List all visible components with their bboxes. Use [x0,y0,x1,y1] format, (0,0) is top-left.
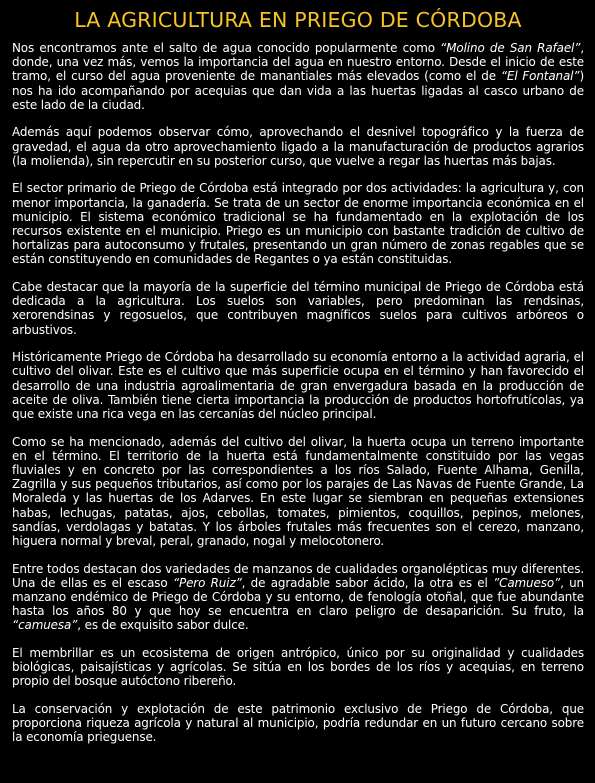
paragraph-text: , de agradable sabor ácido, la otra es el [241,575,494,590]
paragraph [12,646,584,689]
italic-text: “camuesa” [12,618,78,633]
paragraph-text: Entre todos destacan dos variedades de manzanos de cualidades organolépticas muy diferentes. Una de ellas es el escaso [12,561,584,590]
paragraph [12,435,584,549]
paragraph-text: ) nos ha ido acompañando por acequias que dan vida a las huertas ligadas al casco urbano de este lado de la ciudad. [12,69,584,112]
paragraph-text: Como se ha mencionado, además del cultivo del olivar, la huerta ocupa un terreno importante en el término. El territorio de la huerta está fundamentalmente constituido por las vegas fluviales y en concreto por las correspondientes a los ríos Salado, Fuente Alhama, Genilla, Zagrilla y sus pequeños tributarios, así como por los parajes de Las Navas de Fuente Grande, La Moraleda y las huertas de los Adarves. En este lugar se siembran en pequeñas extensiones habas, lechugas, patatas, ajos, cebollas, tomates, pimientos, coquillos, pepinos, melones, sandías, verdolagas y batatas. Y los árboles frutales más frecuentes son el cerezo, manzano, higuera normal y breval, peral, granado, nogal y melocotonero. [12,434,584,549]
paragraph-text: Históricamente Priego de Córdoba ha desarrollado su economía entorno a la actividad agraria, el cultivo del olivar. Este es el cultivo que más superficie ocupa en el término y han favorecido el desarrollo de una industria agroalimentaria de gran envergadura basada en la producción de aceite de oliva. También tiene cierta importancia la producción de productos hortofrutícolas, ya que existe una rica vega en las cercanías del núcleo principal. [12,350,584,422]
paragraph [12,41,584,112]
italic-text: “Molino de San Rafael” [440,41,581,55]
paragraph [12,702,584,745]
document-body [12,41,584,745]
paragraph [12,350,584,421]
paragraph-text: Además aquí podemos observar cómo, aprovechando el desnivel topográfico y la fuerza de gravedad, el agua da otro aprovechamiento ligado a la manufacturación de productos agrarios (la molienda), sin repercutir en su posterior curso, que vuelve a regar las huertas más bajas. [12,125,584,168]
page-title: LA AGRICULTURA EN PRIEGO DE CÓRDOBA [74,8,522,32]
italic-text: ”Camueso” [493,575,561,590]
paragraph [12,562,584,633]
paragraph-text: , un manzano endémico de Priego de Córdoba y su entorno, de fenología otoñal, que fue abundante hasta los años 80 y que hoy se encuentra en claro peligro de desaparición. Su fruto, la [12,575,584,619]
paragraph-text: El membrillar es un ecosistema de origen antrópico, único por su originalidad y cualidades biológicas, paisajísticas y agrícolas. Se sitúa en los bordes de los ríos y acequias, en terreno propio del bosque autóctono ribereño. [12,646,584,689]
paragraph-text: El sector primario de Priego de Córdoba está integrado por dos actividades: la agricultura y, con menor importancia, la ganadería. Se trata de un sector de enorme importancia económica en el municipio. El sistema económico tradicional se ha fundamentado en la explotación de los recursos existente en el municipio. Priego es un municipio con bastante tradición de cultivo de hortalizas para autoconsumo y frutales, presentando un gran número de zonas regables que se están constituyendo en comunidades de Regantes o ya están constituidas. [12,181,584,267]
paragraph [12,125,584,168]
paragraph-text: , donde, una vez más, vemos la importancia del agua en nuestro entorno. Desde el inicio de este tramo, el curso del agua proveniente de manantiales más elevados (como el de [12,41,585,84]
paragraph-text: La conservación y explotación de este patrimonio exclusivo de Priego de Córdoba, que proporciona riqueza agrícola y natural al municipio, podría redundar en un futuro cercano sobre la economía prieguense. [12,702,584,745]
paragraph [12,280,584,337]
paragraph [12,181,584,266]
italic-text: “Pero Ruiz” [172,575,242,590]
paragraph-text: Nos encontramos ante el salto de agua conocido popularmente como [12,41,441,55]
paragraph-text: , es de exquisito sabor dulce. [77,618,249,633]
paragraph-text: Cabe destacar que la mayoría de la superficie del término municipal de Priego de Córdoba está dedicada a la agricultura. Los suelos son variables, pero predominan las rendsinas, xerorendsinas y regosuelos, que contribuyen magníficos suelos para cultivos arbóreos o arbustivos. [12,280,584,337]
italic-text: “El Fontanal” [500,69,580,84]
